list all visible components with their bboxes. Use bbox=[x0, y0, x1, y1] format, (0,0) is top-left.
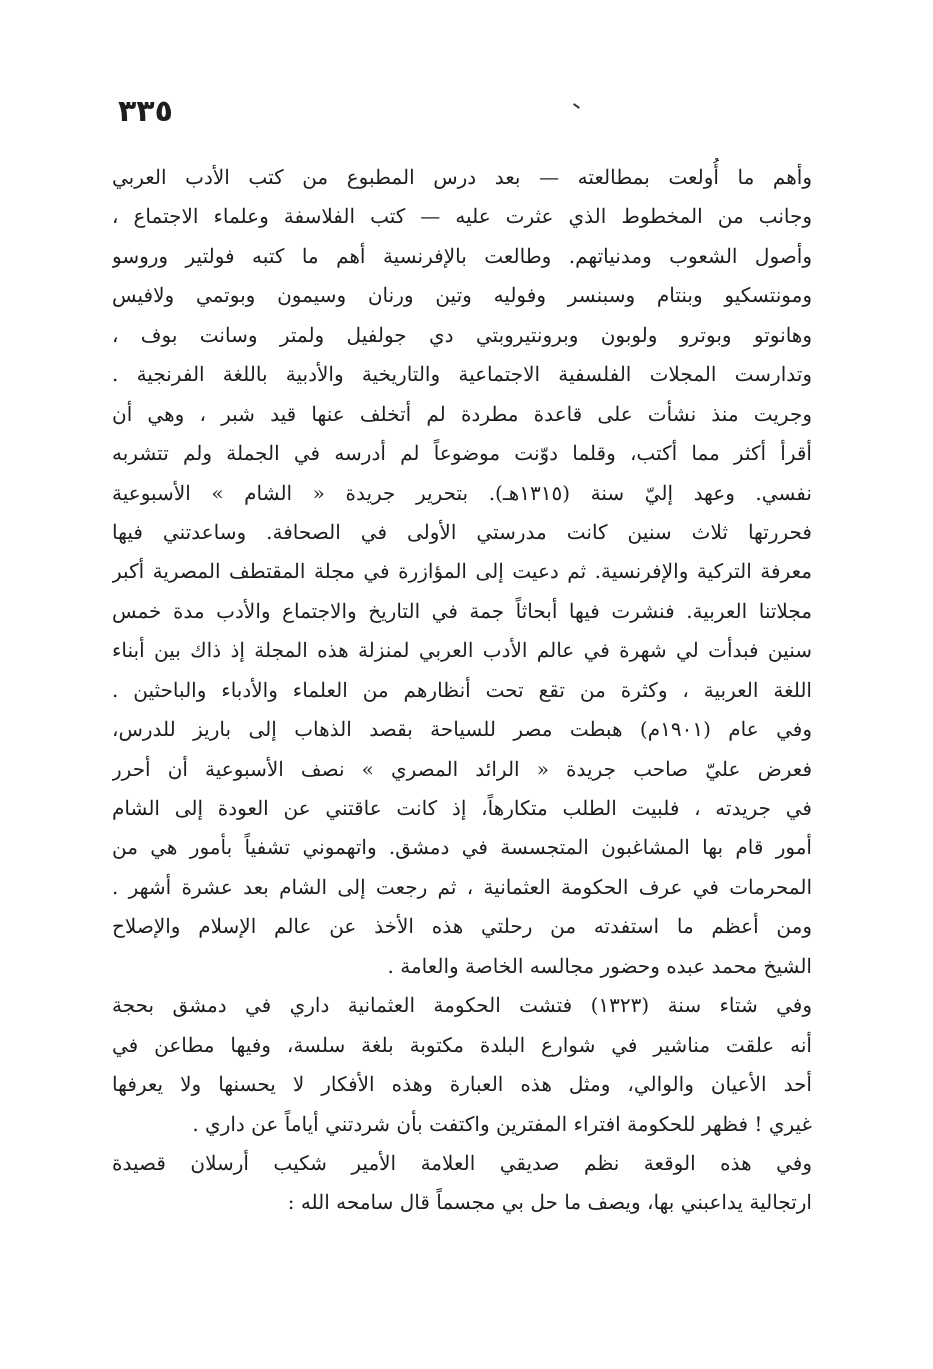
text-line: في جريدته ، فلبيت الطلب متكارهاً، إذ كانت عاقتني عن العودة إلى الشام bbox=[112, 796, 812, 820]
text-line: وأهم ما أُولعت بمطالعته — بعد درس المطبوع من كتب الأدب العربي bbox=[112, 165, 812, 189]
text-line: سنين فبدأت لي شهرة في عالم الأدب العربي لمنزلة هذه المجلة إذ ذاك بين أبناء bbox=[112, 638, 812, 663]
text-line: وفي هذه الوقعة نظم صديقي العلامة الأمير شكيب أرسلان قصيدة bbox=[112, 1150, 812, 1175]
body-text bbox=[112, 158, 812, 1223]
text-line: المحرمات في عرف الحكومة العثمانية ، ثم رجعت إلى الشام بعد عشرة أشهر . bbox=[112, 874, 812, 899]
text-line: ومن أعظم ما استفدته من رحلتي هذه الأخذ عن عالم الإسلام والإصلاح bbox=[112, 914, 812, 939]
text-line: أقرأ أكثر مما أكتب، وقلما دوّنت موضوعاً لم أدرسه في الجملة ولم تتشربه bbox=[112, 441, 812, 466]
text-line: وهانوتو وبوترو ولوبون وبرونتيروبتي دي جولفيل ولمتر وسانت بوف ، bbox=[112, 322, 812, 347]
text-line: اللغة العربية ، وكثرة من تقع تحت أنظارهم من العلماء والأدباء والباحثين . bbox=[112, 677, 812, 702]
page-number: ٣٣٥ bbox=[118, 94, 173, 129]
text-line: وجانب من المخطوط الذي عثرت عليه — كتب الفلاسفة وعلماء الاجتماع ، bbox=[112, 204, 812, 229]
text-line: أمور قام بها المشاغبون المتجسسة في دمشق. واتهموني تشفياً بأمور هي من bbox=[112, 835, 812, 860]
text-line: أحد الأعيان والوالي، ومثل هذه العبارة وهذه الأفكار لا يحسنها ولا يعرفها bbox=[112, 1072, 812, 1097]
text-line: وفي عام (١٩٠١م) هبطت مصر للسياحة بقصد الذهاب إلى باريز للدرس، bbox=[112, 717, 812, 742]
text-line: وفي شتاء سنة (١٣٢٣) فتشت الحكومة العثمانية داري في دمشق بحجة bbox=[112, 993, 812, 1018]
text-line: غيري ! فظهر للحكومة افتراء المفترين واكتفت بأن شردتني أياماً عن داري . bbox=[192, 1111, 812, 1136]
text-line: ومونتسكيو وبنتام وسبنسر وفوليه وتين ورنان وسيمون وبوتمي ولافيس bbox=[112, 283, 812, 308]
text-line: مجلاتنا العربية. فنشرت فيها أبحاثاً جمة في التاريخ والاجتماع والأدب مدة خمس bbox=[112, 598, 812, 623]
text-line: ارتجالية يداعبني بها، ويصف ما حل بي مجسماً قال سامحه الله : bbox=[287, 1190, 812, 1215]
text-line: وتدارست المجلات الفلسفية الاجتماعية والتاريخية والأدبية باللغة الفرنجية . bbox=[112, 362, 812, 387]
text-line: وجريت منذ نشأت على قاعدة مطردة لم أتخلف عنها قيد شبر ، وهي أن bbox=[112, 401, 812, 426]
paragraph-2 bbox=[112, 986, 812, 1144]
text-line: أنه علقت مناشير في شوارع البلدة مكتوبة بلغة سلسة، وفيها مطاعن في bbox=[112, 1032, 812, 1057]
paragraph-1 bbox=[112, 158, 812, 986]
stray-mark bbox=[573, 103, 580, 109]
text-line: فعرض عليّ صاحب جريدة « الرائد المصري » نصف الأسبوعية أن أحرر bbox=[112, 756, 812, 781]
text-line: وأصول الشعوب ومدنياتهم. وطالعت بالإفرنسية أهم ما كتبه فولتير وروسو bbox=[112, 243, 812, 268]
text-line: الشيخ محمد عبده وحضور مجالسه الخاصة والعامة . bbox=[387, 953, 812, 978]
text-line: معرفة التركية والإفرنسية. ثم دعيت إلى المؤازرة في مجلة المقتطف المصرية أكبر bbox=[112, 559, 812, 584]
paragraph-3 bbox=[112, 1144, 812, 1223]
text-line: فحررتها ثلاث سنين كانت مدرستي الأولى في الصحافة. وساعدتني فيها bbox=[112, 519, 812, 544]
text-line: نفسي. وعهد إليّ سنة (١٣١٥هـ). بتحرير جريدة « الشام » الأسبوعية bbox=[112, 480, 812, 505]
